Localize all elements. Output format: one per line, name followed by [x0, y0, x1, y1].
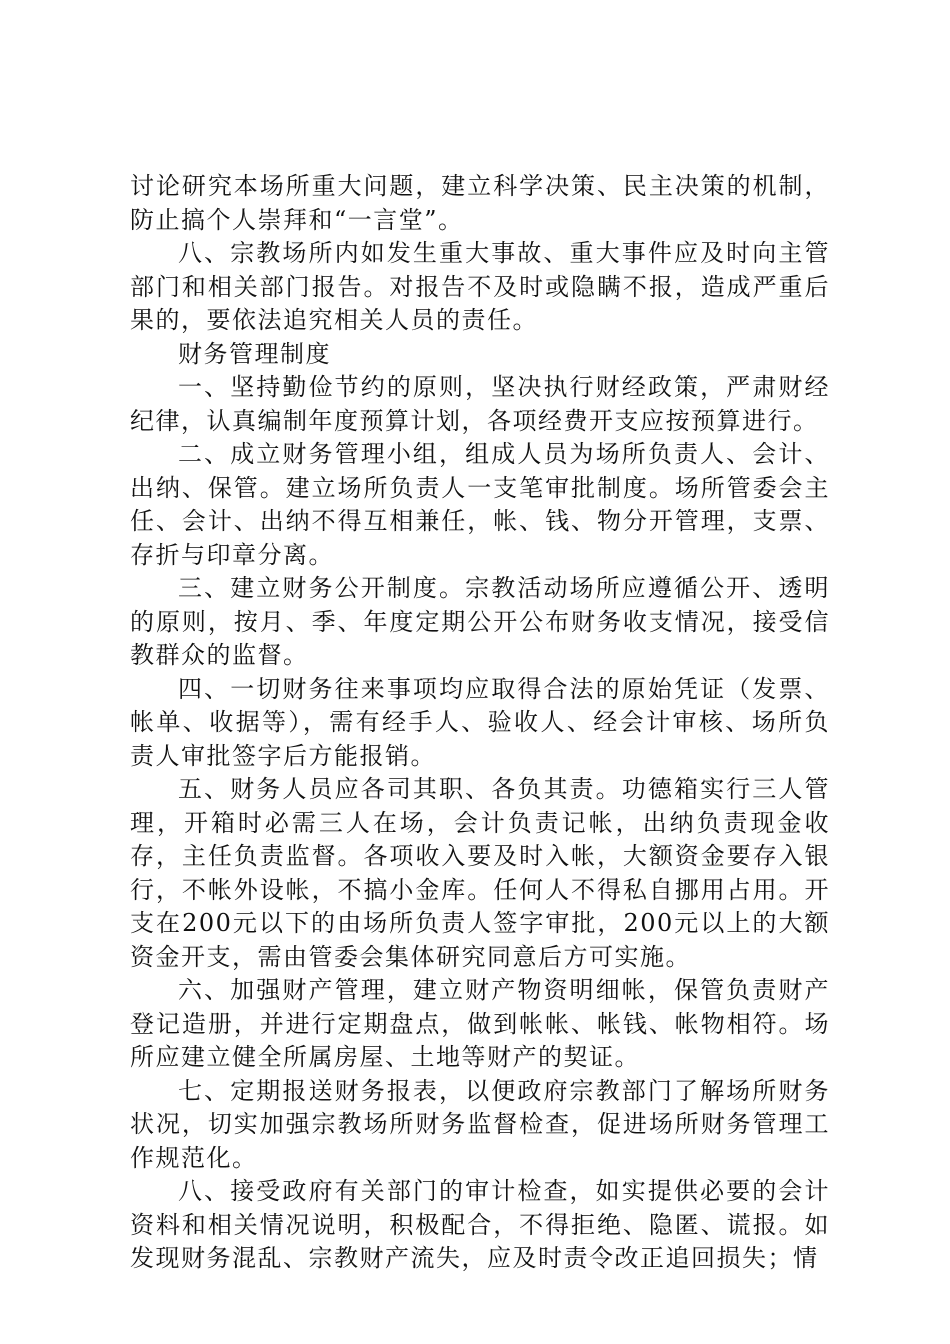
paragraph-item-7: 七、定期报送财务报表，以便政府宗教部门了解场所财务状况，切实加强宗教场所财务监督检查，促进场所财务管理工作规范化。	[130, 1076, 830, 1172]
paragraph-item-8-finance: 八、接受政府有关部门的审计检查，如实提供必要的会计资料和相关情况说明，积极配合，不得拒绝、隐匿、谎报。如发现财务混乱、宗教财产流失，应及时责令改正追回损失；情	[130, 1177, 830, 1272]
paragraph-item-3: 三、建立财务公开制度。宗教活动场所应遵循公开、透明的原则，按月、季、年度定期公开公布财务收支情况，接受信教群众的监督。	[130, 574, 830, 669]
document-body	[130, 170, 830, 1276]
paragraph-item-2: 二、成立财务管理小组，组成人员为场所负责人、会计、出纳、保管。建立场所负责人一支笔审批制度。场所管委会主任、会计、出纳不得互相兼任，帐、钱、物分开管理，支票、存折与印章分离。	[130, 440, 830, 569]
paragraph-item-1: 一、坚持勤俭节约的原则，坚决执行财经政策，严肃财经纪律，认真编制年度预算计划，各项经费开支应按预算进行。	[130, 373, 830, 435]
paragraph-item-5: 五、财务人员应各司其职、各负其责。功德箱实行三人管理，开箱时必需三人在场，会计负责记帐，出纳负责现金收存，主任负责监督。各项收入要及时入帐，大额资金要存入银行，不帐外设帐，不搞小金库。任何人不得私自挪用占用。开支在200元以下的由场所负责人签字审批，200元以上的大额资金开支，需由管委会集体研究同意后方可实施。	[130, 775, 830, 971]
paragraph-continuation: 讨论研究本场所重大问题，建立科学决策、民主决策的机制，防止搞个人崇拜和“一言堂”。	[130, 172, 830, 234]
paragraph-item-4: 四、一切财务往来事项均应取得合法的原始凭证（发票、帐单、收据等），需有经手人、验收人、经会计审核、场所负责人审批签字后方能报销。	[130, 674, 830, 770]
paragraph-item-6: 六、加强财产管理，建立财产物资明细帐，保管负责财产登记造册，并进行定期盘点，做到帐帐、帐钱、帐物相符。场所应建立健全所属房屋、土地等财产的契证。	[130, 976, 830, 1071]
section-heading-finance: 财务管理制度	[178, 339, 331, 368]
paragraph-item-8-religious: 八、宗教场所内如发生重大事故、重大事件应及时向主管部门和相关部门报告。对报告不及时或隐瞒不报，造成严重后果的，要依法追究相关人员的责任。	[130, 239, 830, 334]
